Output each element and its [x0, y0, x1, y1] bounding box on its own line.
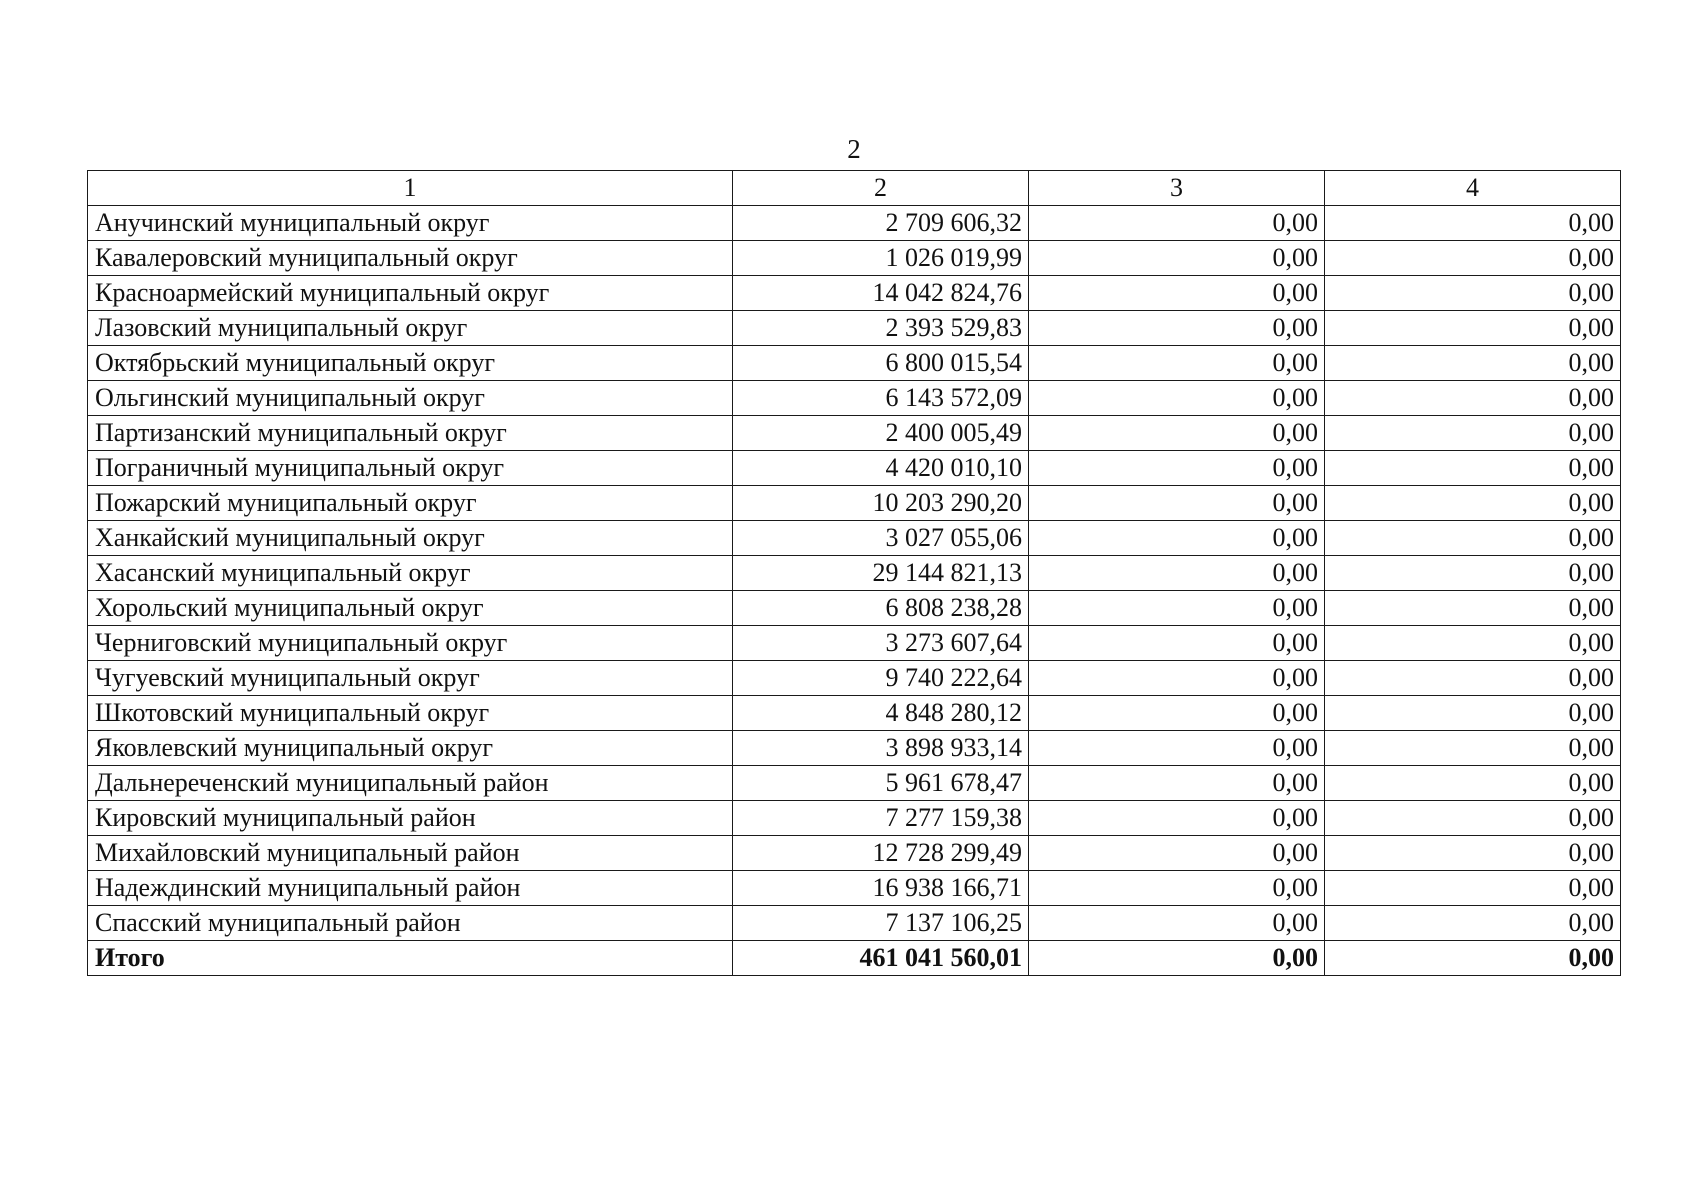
column-header-2: 2 — [733, 171, 1029, 206]
table-row — [88, 661, 1621, 696]
column-header-4: 4 — [1325, 171, 1621, 206]
row-name: Партизанский муниципальный округ — [88, 416, 733, 451]
row-value-col2: 16 938 166,71 — [733, 871, 1029, 906]
row-value-col4: 0,00 — [1325, 206, 1621, 241]
table-row — [88, 556, 1621, 591]
row-name: Михайловский муниципальный район — [88, 836, 733, 871]
row-value-col2: 10 203 290,20 — [733, 486, 1029, 521]
column-header-3: 3 — [1029, 171, 1325, 206]
row-value-col2: 7 137 106,25 — [733, 906, 1029, 941]
row-value-col4: 0,00 — [1325, 836, 1621, 871]
row-value-col3: 0,00 — [1029, 591, 1325, 626]
row-value-col2: 4 848 280,12 — [733, 696, 1029, 731]
table-row — [88, 906, 1621, 941]
row-value-col4: 0,00 — [1325, 556, 1621, 591]
row-value-col3: 0,00 — [1029, 241, 1325, 276]
row-name: Октябрьский муниципальный округ — [88, 346, 733, 381]
row-value-col2: 6 800 015,54 — [733, 346, 1029, 381]
total-value-col2: 461 041 560,01 — [733, 941, 1029, 976]
row-value-col3: 0,00 — [1029, 661, 1325, 696]
row-name: Ольгинский муниципальный округ — [88, 381, 733, 416]
row-value-col4: 0,00 — [1325, 486, 1621, 521]
row-value-col3: 0,00 — [1029, 906, 1325, 941]
table-row — [88, 346, 1621, 381]
table-row — [88, 766, 1621, 801]
table-row — [88, 206, 1621, 241]
table-row — [88, 521, 1621, 556]
table-row — [88, 696, 1621, 731]
row-value-col4: 0,00 — [1325, 451, 1621, 486]
row-value-col3: 0,00 — [1029, 381, 1325, 416]
row-value-col3: 0,00 — [1029, 346, 1325, 381]
row-value-col3: 0,00 — [1029, 556, 1325, 591]
row-value-col2: 6 143 572,09 — [733, 381, 1029, 416]
row-value-col4: 0,00 — [1325, 521, 1621, 556]
row-value-col4: 0,00 — [1325, 591, 1621, 626]
row-value-col4: 0,00 — [1325, 661, 1621, 696]
table-row — [88, 836, 1621, 871]
row-value-col4: 0,00 — [1325, 311, 1621, 346]
table-body — [88, 206, 1621, 941]
row-name: Яковлевский муниципальный округ — [88, 731, 733, 766]
row-name: Хорольский муниципальный округ — [88, 591, 733, 626]
row-value-col4: 0,00 — [1325, 626, 1621, 661]
table-row — [88, 731, 1621, 766]
column-header-1: 1 — [88, 171, 733, 206]
row-value-col4: 0,00 — [1325, 801, 1621, 836]
row-value-col3: 0,00 — [1029, 801, 1325, 836]
total-row — [88, 941, 1621, 976]
row-name: Хасанский муниципальный округ — [88, 556, 733, 591]
row-value-col2: 3 273 607,64 — [733, 626, 1029, 661]
row-value-col3: 0,00 — [1029, 276, 1325, 311]
row-value-col4: 0,00 — [1325, 871, 1621, 906]
row-value-col3: 0,00 — [1029, 731, 1325, 766]
total-label: Итого — [88, 941, 733, 976]
table-row — [88, 591, 1621, 626]
row-value-col2: 9 740 222,64 — [733, 661, 1029, 696]
row-value-col3: 0,00 — [1029, 626, 1325, 661]
table-row — [88, 626, 1621, 661]
table-row — [88, 381, 1621, 416]
row-value-col3: 0,00 — [1029, 521, 1325, 556]
row-value-col4: 0,00 — [1325, 731, 1621, 766]
row-value-col2: 14 042 824,76 — [733, 276, 1029, 311]
row-value-col2: 2 709 606,32 — [733, 206, 1029, 241]
row-value-col3: 0,00 — [1029, 871, 1325, 906]
row-name: Красноармейский муниципальный округ — [88, 276, 733, 311]
row-name: Кавалеровский муниципальный округ — [88, 241, 733, 276]
table-row — [88, 486, 1621, 521]
row-value-col4: 0,00 — [1325, 346, 1621, 381]
row-value-col3: 0,00 — [1029, 311, 1325, 346]
row-name: Анучинский муниципальный округ — [88, 206, 733, 241]
row-value-col2: 12 728 299,49 — [733, 836, 1029, 871]
row-value-col2: 2 393 529,83 — [733, 311, 1029, 346]
row-name: Черниговский муниципальный округ — [88, 626, 733, 661]
page-number: 2 — [847, 134, 861, 164]
row-value-col3: 0,00 — [1029, 451, 1325, 486]
table-row — [88, 871, 1621, 906]
row-name: Надеждинский муниципальный район — [88, 871, 733, 906]
row-name: Пограничный муниципальный округ — [88, 451, 733, 486]
row-name: Спасский муниципальный район — [88, 906, 733, 941]
row-value-col3: 0,00 — [1029, 766, 1325, 801]
row-value-col3: 0,00 — [1029, 836, 1325, 871]
row-value-col3: 0,00 — [1029, 416, 1325, 451]
row-value-col3: 0,00 — [1029, 696, 1325, 731]
row-name: Шкотовский муниципальный округ — [88, 696, 733, 731]
row-value-col4: 0,00 — [1325, 696, 1621, 731]
total-value-col3: 0,00 — [1029, 941, 1325, 976]
row-name: Кировский муниципальный район — [88, 801, 733, 836]
row-value-col4: 0,00 — [1325, 906, 1621, 941]
row-value-col3: 0,00 — [1029, 486, 1325, 521]
row-name: Лазовский муниципальный округ — [88, 311, 733, 346]
row-name: Пожарский муниципальный округ — [88, 486, 733, 521]
row-value-col4: 0,00 — [1325, 381, 1621, 416]
row-value-col3: 0,00 — [1029, 206, 1325, 241]
row-value-col2: 3 898 933,14 — [733, 731, 1029, 766]
table-row — [88, 276, 1621, 311]
data-table — [87, 170, 1621, 976]
table-row — [88, 451, 1621, 486]
table-row — [88, 311, 1621, 346]
row-value-col2: 7 277 159,38 — [733, 801, 1029, 836]
row-value-col2: 3 027 055,06 — [733, 521, 1029, 556]
row-value-col2: 29 144 821,13 — [733, 556, 1029, 591]
header-row — [88, 171, 1621, 206]
row-value-col2: 5 961 678,47 — [733, 766, 1029, 801]
row-value-col2: 2 400 005,49 — [733, 416, 1029, 451]
row-name: Дальнереченский муниципальный район — [88, 766, 733, 801]
total-value-col4: 0,00 — [1325, 941, 1621, 976]
row-value-col4: 0,00 — [1325, 416, 1621, 451]
row-value-col4: 0,00 — [1325, 276, 1621, 311]
table-row — [88, 416, 1621, 451]
row-value-col4: 0,00 — [1325, 241, 1621, 276]
row-value-col4: 0,00 — [1325, 766, 1621, 801]
row-value-col2: 4 420 010,10 — [733, 451, 1029, 486]
row-name: Чугуевский муниципальный округ — [88, 661, 733, 696]
table-row — [88, 241, 1621, 276]
row-value-col2: 6 808 238,28 — [733, 591, 1029, 626]
row-name: Ханкайский муниципальный округ — [88, 521, 733, 556]
row-value-col2: 1 026 019,99 — [733, 241, 1029, 276]
table-row — [88, 801, 1621, 836]
